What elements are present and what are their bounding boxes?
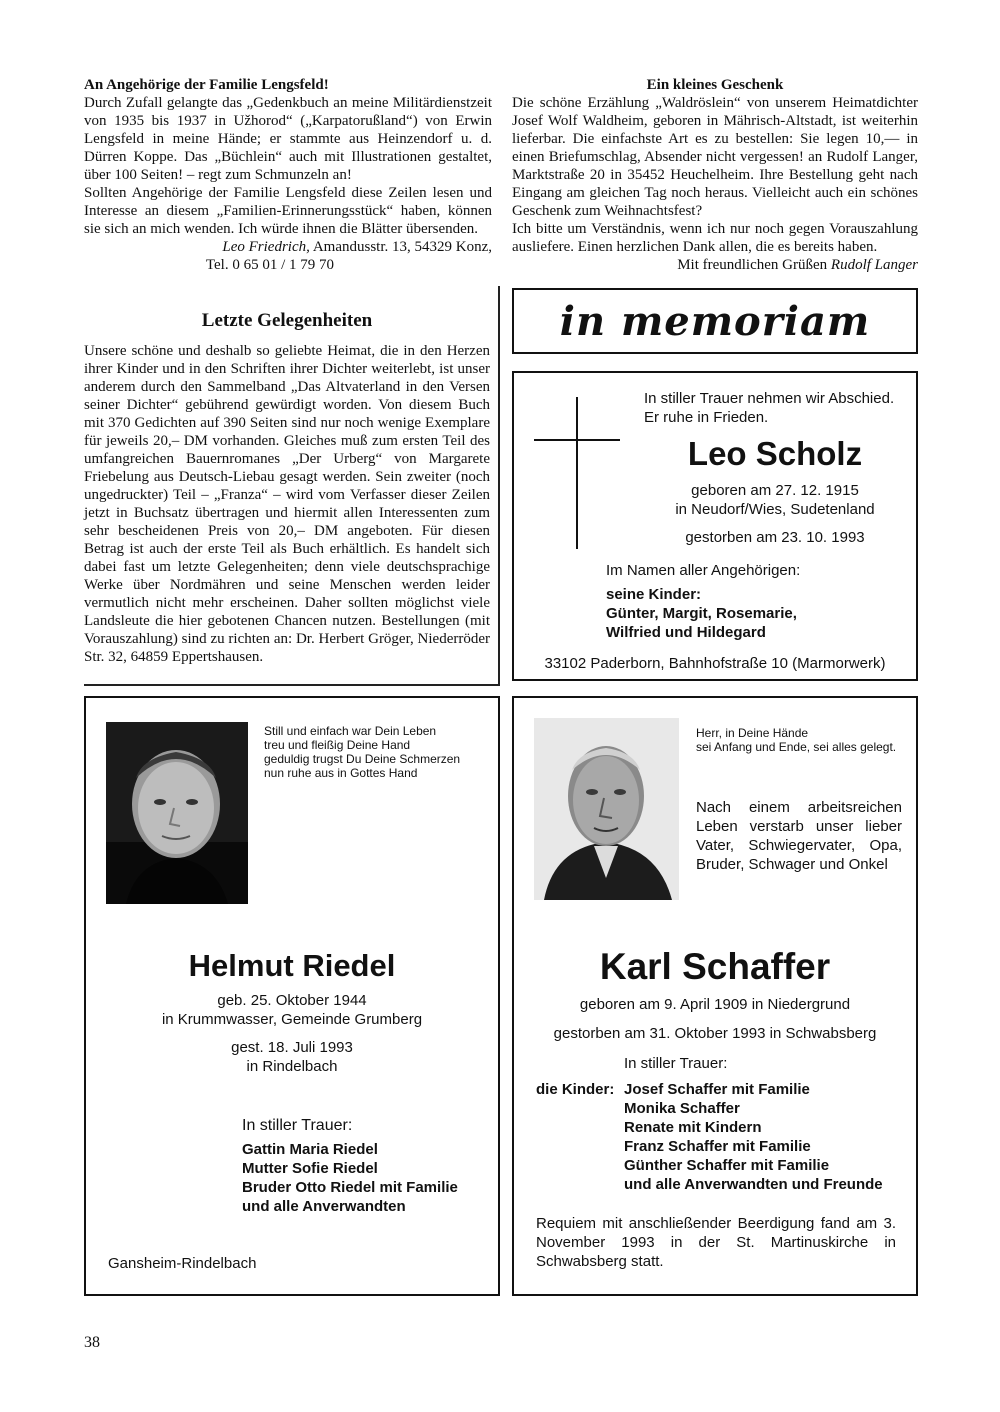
article-geschenk (512, 76, 918, 274)
page-number: 38 (84, 1334, 100, 1351)
obituary-leo-scholz (512, 371, 918, 681)
mourners-names: Josef Schaffer mit Familie (624, 1081, 810, 1098)
poem-line: treu und fleißig Deine Hand (264, 738, 411, 752)
article-title: Ein kleines Geschenk (646, 77, 784, 93)
article-paragraph: Die schöne Erzählung „Waldröslein“ von unserem Heimatdichter Josef Wolf Waldheim, geboren in Mährisch-Altstadt, ist weiterhin lieferbar. Die einfachste Art es zu bestellen: Sie legen 10,— in einen Briefumschlag, Absender nicht vergessen! an Rudolf Langer, Marktstraße 20 in 35452 Heuchelheim. Ihre Bestellung geht nach Eingang am gleichen Tag noch heraus. Vielleicht auch ein schönes Geschenk zum Weihnachtsfest? (512, 95, 918, 219)
obituary-karl-schaffer (512, 696, 918, 1296)
article-signature (512, 256, 918, 274)
mourners-names: Renate mit Kindern (624, 1119, 762, 1136)
signer-name: Leo Friedrich, (222, 239, 310, 255)
deceased-name: Helmut Riedel (188, 948, 396, 983)
family-address: 33102 Paderborn, Bahnhofstraße 10 (Marmorwerk) (544, 655, 886, 672)
mourners-intro: In stiller Trauer: (242, 1117, 353, 1134)
mourners-names: Gattin Maria Riedel (242, 1141, 378, 1158)
birth-place: in Krummwasser, Gemeinde Grumberg (161, 1011, 423, 1028)
mourners-names: Günter, Margit, Rosemarie, (606, 605, 797, 622)
obituary-helmut-riedel (84, 696, 500, 1296)
birth-date: geb. 25. Oktober 1944 (217, 992, 367, 1009)
mourners-names: Monika Schaffer (624, 1100, 740, 1117)
mourners-intro: Im Namen aller Angehörigen: (606, 562, 801, 579)
obituary-poem (264, 724, 460, 780)
obituary-poem (696, 726, 896, 754)
mourners-label: die Kinder: (536, 1081, 615, 1098)
mourners-names: Bruder Otto Riedel mit Familie (242, 1179, 458, 1196)
mourners-names: Franz Schaffer mit Familie (624, 1138, 811, 1155)
obituary-line: In stiller Trauer nehmen wir Abschied. (644, 390, 895, 407)
obituary-line: Er ruhe in Frieden. (644, 409, 769, 426)
obituary-intro: Nach einem arbeitsreichen Leben verstarb unser lieber Vater, Schwiegervater, Opa, Bruder, Schwager und Onkel (696, 799, 902, 873)
mourners-intro: In stiller Trauer: (624, 1055, 728, 1072)
poem-line: geduldig trugst Du Deine Schmerzen (264, 752, 461, 766)
birth-place: in Neudorf/Wies, Sudetenland (675, 501, 875, 518)
mourners-names: Günther Schaffer mit Familie (624, 1157, 830, 1174)
portrait-photo (534, 718, 679, 900)
death-date: gest. 18. Juli 1993 (231, 1039, 353, 1056)
mourners-names: Wilfried und Hildegard (606, 624, 766, 641)
greeting: Mit freundlichen Grüßen (677, 257, 828, 273)
deceased-name: Karl Schaffer (599, 946, 831, 987)
signer-phone: Tel. 0 65 01 / 1 79 70 (205, 257, 334, 273)
family-place: Gansheim-Rindelbach (108, 1255, 257, 1272)
poem-line: sei Anfang und Ende, sei alles gelegt. (696, 740, 897, 754)
requiem-note: Requiem mit anschließender Beerdigung fand am 3. November 1993 in der St. Martinuskirche in Schwabsberg statt. (536, 1215, 896, 1270)
signer-address: Amandusstr. 13, 54329 Konz, (312, 239, 492, 255)
article-paragraph: Ich bitte um Verständnis, wenn ich nur noch gegen Vorauszahlung ausliefere. Einen herzlichen Dank allen, die es bereits haben. (512, 221, 918, 255)
poem-line: Herr, in Deine Hände (696, 726, 809, 740)
death-date: gestorben am 23. 10. 1993 (685, 529, 865, 546)
death-place: in Rindelbach (246, 1058, 338, 1075)
in-memoriam-title: in memoriam (559, 297, 871, 345)
mourners-label: seine Kinder: (606, 586, 702, 603)
cross-icon-bar (534, 439, 620, 441)
article-letzte-gelegenheiten (84, 310, 490, 666)
signer-name: Rudolf Langer (830, 257, 918, 273)
mourners-names: und alle Anverwandten und Freunde (624, 1176, 883, 1193)
mourners-names: Mutter Sofie Riedel (242, 1160, 378, 1177)
portrait-photo (106, 722, 248, 904)
deceased-name: Leo Scholz (687, 435, 863, 472)
article-lengsfeld (84, 76, 492, 274)
poem-line: Still und einfach war Dein Leben (264, 724, 437, 738)
cross-icon (576, 397, 578, 549)
article-title: An Angehörige der Familie Lengsfeld! (84, 77, 329, 93)
article-title: Letzte Gelegenheiten (201, 310, 373, 331)
birth-date: geboren am 27. 12. 1915 (691, 482, 859, 499)
poem-line: nun ruhe aus in Gottes Hand (264, 766, 418, 780)
death-date: gestorben am 31. Oktober 1993 in Schwabsberg (553, 1025, 877, 1042)
birth-date: geboren am 9. April 1909 in Niedergrund (579, 996, 851, 1013)
mourners-names: und alle Anverwandten (242, 1198, 406, 1215)
article-signature (84, 238, 492, 256)
article-paragraph: Sollten Angehörige der Familie Lengsfeld diese Zeilen lesen und Interesse an diesem „Familien-Erinnerungsstück“ haben, können sie sich an mich wenden. Ich würde ihnen die Blätter übersenden. (84, 185, 492, 237)
article-paragraph: Unsere schöne und deshalb so geliebte Heimat, die in den Herzen ihrer Kinder und in den Schriften ihrer Dichter weiterlebt, ist unser anderem durch den Sammelband „Das Altvaterland in den Versen seiner Dichter“ gebührend gewürdigt worden. Von diesem Buch mit 370 Gedichten auf 390 Seiten sind nur noch wenige Exemplare für jeweils 20,– DM vorhanden. Gleiches muß zum ersten Teil des umfangreichen Bauernromanes „Der Urberg“ von Margarete Friebelung aus Deutsch-Liebau gesagt werden. Sein zweiter (noch ungedruckter) Teil – „Franza“ – wird vom Verfasser dieser Zeilen jetzt in Buchsatz übertragen und hiermit allen Interessenten zum sehr bescheidenen Preis von 20,– DM angeboten. Für diesen Betrag ist auch der erste Teil als Buch erhältlich. Es handelt sich dabei fast um letzte Gelegenheiten; denn viele deutschsprachige Werke über Nordmähren und seine Menschen werden leider vermutlich nicht mehr erscheinen. Daher sollten möglichst viele Landsleute die hier gebotenen Chancen nutzen. Bestellungen (mit Vorauszahlung) sind zu richten an: Dr. Herbert Gröger, Niederröder Str. 32, 64859 Eppertshausen. (84, 343, 490, 665)
article-paragraph: Durch Zufall gelangte das „Gedenkbuch an meine Militärdienstzeit von 1935 bis 1937 in Užhorod“ („Karpatorußland“) von Erwin Lengsfeld in meine Hände; er stammte aus Heinzendorf u. d. Dürren Koppe. Das „Büchlein“ auch mit Illustrationen gestaltet, über 100 Seiten! – regt zum Schmunzeln an! (84, 95, 492, 183)
in-memoriam-banner (512, 288, 918, 354)
